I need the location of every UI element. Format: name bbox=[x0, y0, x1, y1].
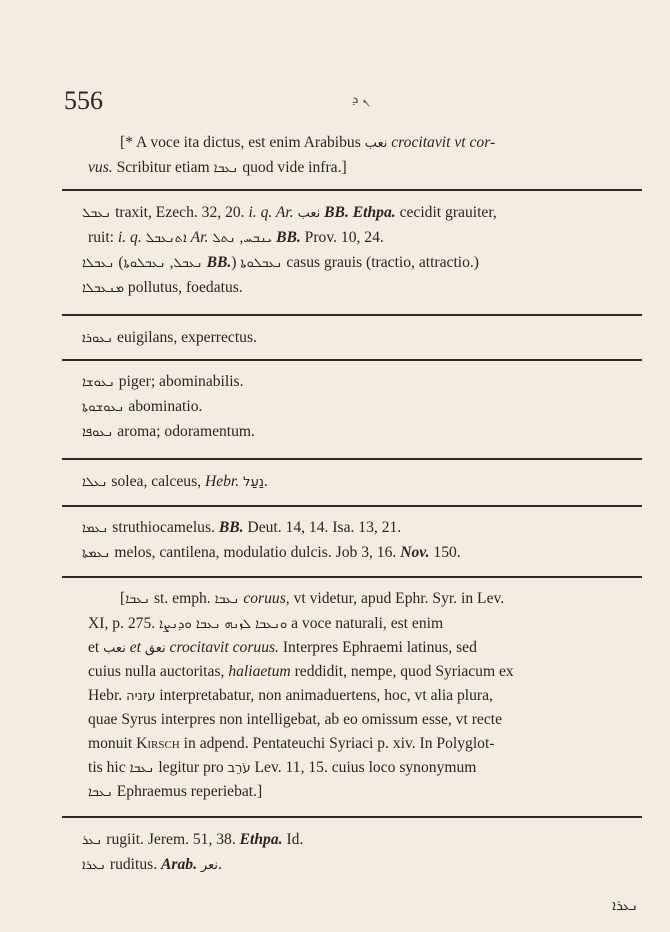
entry-line: ܢܥܡܬܐ melos, cantilena, modulatio dulcis. Job 3, 16. Nov. 150. bbox=[82, 544, 461, 561]
page-number: 556 bbox=[64, 86, 103, 115]
section-divider bbox=[62, 314, 642, 316]
entry-line: ruit: i. q. ܐܬܢܥܒܠ Ar. ܝܢܒܚ, ܢܬܠ BB. Prov. 10, 24. bbox=[88, 229, 384, 246]
section-divider bbox=[62, 816, 642, 818]
entry-note-line: monuit Kirsch in adpend. Pentateuchi Syriaci p. xiv. In Polyglot- bbox=[88, 735, 495, 752]
entry-note-line: quae Syrus interpres non intelligebat, ab eo omissum esse, vt recte bbox=[88, 711, 502, 728]
entry-note-line: tis hic ܢܥܒܐ legitur pro עֹרֵב Lev. 11, 15. cuius loco synonymum bbox=[88, 759, 477, 776]
entry-note-line: ܢܥܒܐ Ephraemus reperiebat.] bbox=[88, 783, 263, 800]
entry-note-line: Hebr. עזניה interpretabatur, non animaduertens, hoc, vt alia plura, bbox=[88, 687, 493, 704]
catchword: ܢܥܪܐ bbox=[612, 898, 638, 914]
section-divider bbox=[62, 458, 642, 460]
entry-line: ܢܥܡܐ struthiocamelus. BB. Deut. 14, 14. Isa. 13, 21. bbox=[82, 519, 402, 536]
entry-line: ܢܥܒܠܐ ( ܢܥܒܠ, ܢܥܒܠܘܬܐ BB.) ܢܥܒܠܘܬܐ casus grauis (tractio, attractio.) bbox=[82, 254, 479, 271]
entry-line: ܢܥܪܐ ruditus. Arab. نعر. bbox=[82, 856, 222, 873]
entry-note-line: [ܢܥܒܐ st. emph. ܢܥܒܐ coruus, vt videtur, apud Ephr. Syr. in Lev. bbox=[120, 590, 505, 607]
entry-line: ܢܥܘܫܐ piger; abominabilis. bbox=[82, 373, 244, 390]
section-divider bbox=[62, 189, 642, 191]
entry-line: ܢܥܘܪܐ euigilans, experrectus. bbox=[82, 329, 257, 346]
entry-note-line: [* A voce ita dictus, est enim Arabibus نعب crocitavit vt cor- bbox=[120, 134, 496, 151]
section-divider bbox=[62, 505, 642, 507]
entry-line: ܢܥܒܠ traxit, Ezech. 32, 20. i. q. Ar. نعب BB. Ethpa. cecidit grauiter, bbox=[82, 204, 497, 221]
entry-note-line: et نعب et نعق crocitavit coruus. Interpres Ephraemi latinus, sed bbox=[88, 639, 477, 656]
entry-note-line: XI, p. 275. ܘܢܥܒܐ ܠܙܢܗ ܢܥܒܐ ܘܕܢܨܐ a voce naturali, est enim bbox=[88, 615, 444, 632]
entry-line: ܡܢܥܒܠܐ pollutus, foedatus. bbox=[82, 279, 243, 296]
entry-note-line: vus. Scribitur etiam ܢܥܒܐ quod vide infra.] bbox=[88, 159, 347, 176]
entry-note-line: cuius nulla auctoritas, haliaetum reddidit, nempe, quod Syriacum ex bbox=[88, 663, 514, 680]
section-divider bbox=[62, 359, 642, 361]
entry-line: ܢܥܘܫܘܬܐ abominatio. bbox=[82, 398, 203, 415]
running-head: ܢ ܕ bbox=[352, 92, 370, 107]
entry-line: ܢܥܪ rugiit. Jerem. 51, 38. Ethpa. Id. bbox=[82, 831, 304, 848]
entry-line: ܢܥܘܦܐ aroma; odoramentum. bbox=[82, 423, 255, 440]
entry-line: ܢܥܠܐ solea, calceus, Hebr. נַעַל. bbox=[82, 473, 268, 490]
section-divider bbox=[62, 576, 642, 578]
